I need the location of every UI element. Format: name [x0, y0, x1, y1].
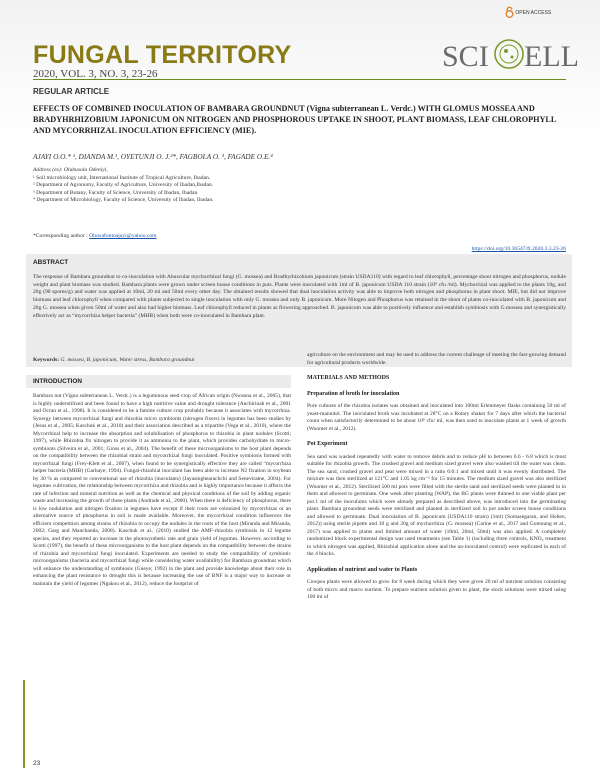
open-access-badge: OPEN ACCESS	[505, 7, 551, 18]
corresponding-email-link[interactable]: Oluwafuntoajayi@yahoo.com	[89, 233, 157, 239]
svg-text:SCI: SCI	[442, 40, 489, 73]
affiliations	[33, 167, 214, 205]
keywords-value: G. mossea, B. japonicum, Water stress, Bambara groundnut	[60, 357, 195, 363]
publisher-logo	[442, 32, 579, 78]
affiliation-1: ¹ Soil microbiology unit, International Institute of Tropical Agriculture, Ibadan.	[33, 174, 211, 181]
keywords-label: Keywords:	[33, 357, 61, 363]
corresponding-author	[33, 233, 157, 239]
doi-link[interactable]: https://doi.org/10.36547/ft.2020.3.3.23-26	[471, 246, 566, 252]
volume-line: 2020, VOL. 3, NO. 3, 23-26	[33, 68, 158, 80]
corresponding-label: *Corresponding author :	[33, 233, 90, 239]
author-list: AJAYI O.O.* ¹, DIANDA M.¹, OYETUNJI O. J.²*, FAGBOLA O. ³, FAGADE O.E.⁴	[33, 152, 273, 161]
affiliation-3: ³ Department of Botany, Faculty of Science, University of Ibadan, Ibadan	[33, 189, 198, 196]
right-column	[307, 352, 566, 602]
header-rule	[33, 79, 566, 80]
page-side-bar	[23, 680, 25, 768]
broth-heading: Preparation of broth for inoculation	[307, 390, 400, 397]
abstract-heading: ABSTRACT	[33, 259, 69, 266]
nutrient-text: Cowpea plants were allowed to grow for 8 week during which they were given 20 ml of nutrient solution consisting of both micro and macro nutrient. To prepare nutrient solution given to plant, the stock solutions were mixed using 100 ml of	[307, 579, 566, 600]
article-title: EFFECTS OF COMBINED INOCULATION OF BAMBARA GROUNDNUT (Vigna subterranean L. Verdc.) WITH GLOMUS MOSSEA AND BRADYHRHIZOBIUM JAPONICUM ON NITROGEN AND PHOSPHOROUS UPTAKE IN SHOOT, PLANT BIOMASS, LEAF CHLOROPHYLL AND MYCORRHIZAL INOCULATION EFFICIENCY (MIE).	[33, 104, 556, 135]
nutrient-heading: Application of nutrient and water to Plants	[307, 566, 418, 573]
address-line: Address (es): Olubusola Odeniyi,	[33, 167, 108, 173]
keywords-line	[33, 357, 194, 363]
intro-continuation: agriculture on the environment and may be used to address the current challenge of meeting the fast-growing demand for agricultural products worldwide.	[307, 352, 566, 366]
open-access-icon	[505, 7, 514, 18]
pot-heading: Pot Experiment	[307, 441, 348, 447]
page-number: 23	[33, 760, 41, 767]
svg-text:ELL: ELL	[524, 40, 579, 73]
intro-text: Bambara nut (Vigna subterranean L. Verdc.) is a leguminous seed crop of African origin (Nwanna et al., 2005), that is highly underutilized and been found to have a high nutritive value and drought tolerance (Anchirinah et al., 2001 and Ocran et al., 1998). It is considered to be a famine culture crop probably because it associates with mycorrhiza. Synergy between mycorrhizal fungi and rhizobia micro symbionts (nitrogen fixers) in legumes has been studies by (Jesus et al., 2005; Kaschuk et al., 2010) and their association described as a tripartite (Vega et al., 2010), where the Mycorrhizal help to increase the absorption and solubilisation of phosphorus to rhizobia in plant nodules (Scotti; 1997), while Rhizobia fix nitrogen to provide it as ammonia to the plant, which provides carbohydrate to micro-symbionts (Silveira et al., 2001; Gross et al., 2004). The benefit of these microorganisms to the host plant depends on the compatibility between the rhizobial strain and mycorrhizal fungi inoculated. Positive symbiosis formed with mycorrhizal fungi (Frey-Klett et al., 2007), when found to be synergistically effective they are called “mycorrhiza helper bacteria (MHB) (Garbaye; 1994). Fungal-rhizobial inoculant has been able to increase N2 fixation in soybean by 30 % as compared to conventional use of rhizobia (inoculants) (Jayasinghearachchi and Seneviratne, 2004). For legumes cultivation, the relationship between mycorrhiza and rhizobia and is highly importance because it affects the rate of infection and mineral nutrition as well as the chemical and physical conditions of the soil by adding organic waste and increasing the growth of these plants (Andrade et al., 2000). When there is deficiency of phosphorus, there is low nodulation and nitrogen fixation in legumes have except if their roots are colonized by mycorrhizas or an alternative source of phosphorus in soil is made available. Moreover, the mycorrhizal condition influences the efficient competition among strains of rhizobia to occupy the nodules in the roots of the host (Miranda and Miranda, 2002; Garg and Manchanda, 2008). Kaschuk et al., (2010) studied the AMF-rhizobia symbiosis in 12 legume species, and they reported an increase in the photosynthetic rate and grain yield of legumes. However, according to Scotti (1997), the benefit of these microorganisms to the host plant depends on the compatibility between the strains of rhizobia and mycorrhizal fungi inoculated. Experiments are needed to study the compatibility of symbiotic microorganisms (bacteria and mycorrhizal fungi while considering water availability) for Bambara groundnut which will enhance the understanding of symbiosis (Gueye; 1992) in the plant and provide knowledge about their role in enhancing the plant resistance to drought this is because increasing the use of BNF is a major way to increase or maintain the yield of legumes (Ngakou et al., 2012), reduce the footprint of	[33, 393, 292, 587]
article-type: REGULAR ARTICLE	[33, 87, 110, 96]
methods-heading: MATERIALS AND METHODS	[307, 375, 390, 381]
scicell-logo-icon	[442, 32, 579, 78]
abstract-text: The response of Bambara groundnut to co-inoculation with Abuscular mychorrhizal fungi (G. mossea) and Bradhyrhizobium japonicum (strain USDA110) with regard to leaf chlorophyll, percentage shoot nitrogen and phosphorus, nodule weight and plant biomass was studied. Bambara plants were grown under screen house conditions in pots. Plants were inoculated with 1ml of B. japonicum USDA 110 strain (10⁸ cfu /ml). Mychorrizal was applied to the plants 10g, and 20g (90 spores/g) and water was applied at 10ml, 20 ml and 50ml every other day. The obtained results showed that dual inoculation activity was able to improve both nitrogen and phosphorus in plant shoot. MIE, but did not improve biomass and leaf chlorophyll when compared with plants subjected to single inoculation with only G. mossea and only B. japonicum. More Nitogen and Phosphorus was retained in the shoot of plants co-inoculated with B. japonicum and 20g G. mossea when given 50ml of water and also had higher biomass. Leaf chlorophyll reduced in plants as flowering approached. B. japonicum was able to positively influence and establish symbiosis with G.mossea and synergistically effectively act as “mycorrhiza helper bacteria” (MHB) when both were co-inoculated in Bambara plant.	[33, 274, 566, 319]
broth-text: Pure cultures of the rhizobia isolates was obtained and inoculated into 100ml Erlenmeyer flasks containing 50 ml of yeast-mannitol. The inoculated broth was incubated at 28°C on a Rotary shaker for 7 days after which the bacterial count when satisfactorily determined to be about 10⁸ cfu/ ml, was then used to inoculate plants at 1 week of growth (Woomer et al., 2012).	[307, 403, 566, 432]
pot-text: Sea sand was washed repeatedly with water to remove debris and to reduce pH to between 6.6 - 6.8 which is most suitable for rhizobia growth. The crushed gravel and medium sized gravel were also washed till the water was clean. The sea sand, crushed gravel and peat were mixed in a ratio 6:6:1 and mixed until it was evenly distributed. The mixture was then sterilized at 121°C and 1.05 kg cm⁻² for 15 minutes. The medium sized gravel was also sterilized (Woomer et al., 2012). Sterilized 500 ml pots were filled with the sterile sand and sterilized seeds were planted in in them and allowed to germinate. One week after planting (WAP), the BG plants were thinned to one viable plant per pot.1 ml of the inoculums which were already prepared as described above, was introduced into the germinating plant. Bambara groundnut seeds were sterilized and planted in sterilized soil in pot under screen house conditions and allowed to germinate. Dual inoculation of B. japonicum (USDA110 strain) (1ml) (Somasegaran, and Hoben, 2012)) using sterile pipette and 10 g and 20g of mychorrhiza (G. mossea) (Carine et al., 2017 and Gomoung et al., 2017) was applied to plants and limited amount of water (10ml, 20ml, 50ml) was also applied. A completely randomized block experimental design was used treatments (see Table 1) (including three controls, KNO₃ treatment to which nitrogen was applied, Rhizobial application alone and the un-inoculated control) were replicated in each of the 4 blocks.	[307, 453, 566, 557]
journal-title: FUNGAL TERRITORY	[33, 41, 292, 69]
affiliation-4: ⁴ Department of Microbiology, Faculty of Science, University of Ibadan, Ibadan.	[33, 197, 214, 204]
intro-heading: INTRODUCTION	[33, 378, 82, 385]
affiliation-2: ² Department of Agronomy, Faculty of Agriculture, University of Ibadan,Ibadan.	[33, 182, 214, 189]
